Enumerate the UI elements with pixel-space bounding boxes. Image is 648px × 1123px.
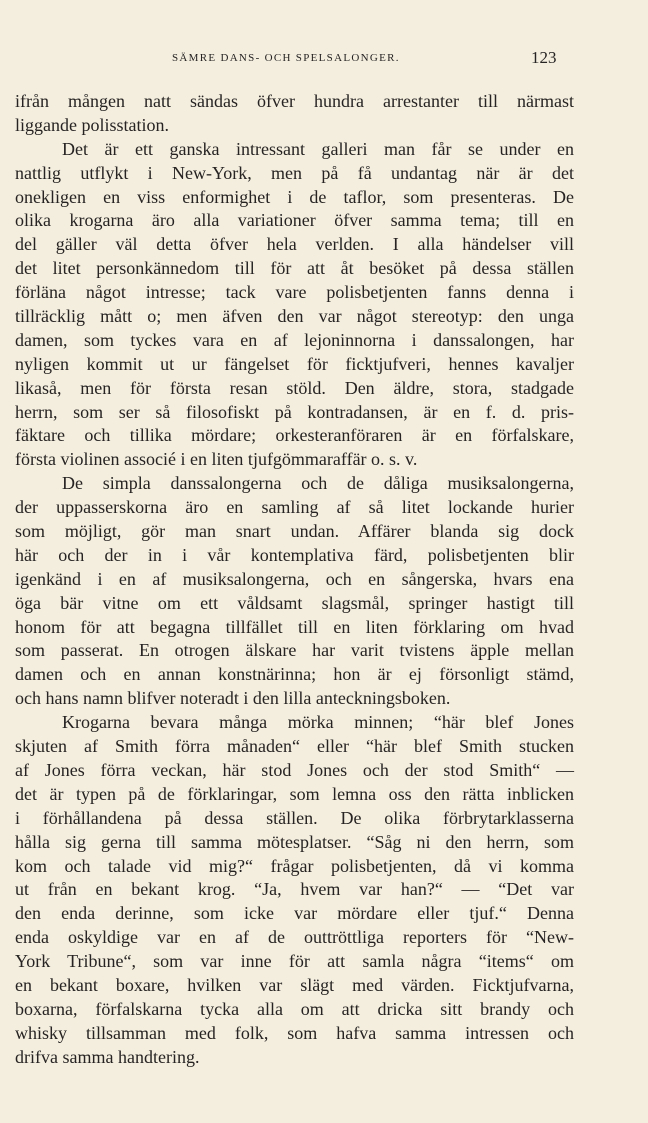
text-line: tillräcklig mått o; men äfven den var något stereotyp: den unga <box>15 306 574 327</box>
text-line: igenkänd i en af musiksalongerna, och en sångerska, hvars ena <box>15 568 574 589</box>
text-line: onekligen en viss enformighet i de taflor, som presenteras. De <box>15 186 574 207</box>
text-line: den enda derinne, som icke var mördare eller tjuf.“ Denna <box>15 903 574 924</box>
text-line: drifva samma handtering. <box>15 1046 200 1067</box>
text-line: första violinen associé i en liten tjufgömmaraffär o. s. v. <box>15 449 418 470</box>
text-line: hålla sig gerna till samma mötesplatser. “Såg ni den herrn, som <box>15 831 574 852</box>
body-text <box>15 90 574 1070</box>
text-line: honom för att begagna tillfället till en liten förklaring om hvad <box>15 616 574 637</box>
text-line: Det är ett ganska intressant galleri man får se under en <box>62 138 574 159</box>
text-line: liggande polisstation. <box>15 114 169 135</box>
text-line: der uppasserskorna äro en samling af så litet lockande hurier <box>15 497 574 518</box>
text-line: York Tribune“, som var inne för att samla några “items“ om <box>15 951 574 972</box>
text-line: herrn, som ser så filosofiskt på kontradansen, är en f. d. pris- <box>15 401 574 422</box>
text-line: fäktare och tillika mördare; orkesteranföraren är en förfalskare, <box>15 425 574 446</box>
text-line: förläna något intresse; tack vare polisbetjenten fanns denna i <box>15 282 574 303</box>
text-line: här och der in i vår kontemplativa färd, polisbetjenten blir <box>15 544 574 565</box>
text-line: likaså, men för första resan stöld. Den äldre, stora, stadgade <box>15 377 574 398</box>
running-head <box>0 48 648 72</box>
text-line: det litet personkännedom till för att åt besöket på dessa ställen <box>15 258 574 279</box>
text-line: kom och talade vid mig?“ frågar polisbetjenten, då vi komma <box>15 855 574 876</box>
text-line: öga bär vitne om ett våldsamt slagsmål, springer hastigt till <box>15 592 574 613</box>
text-line: del gäller väl detta öfver hela verlden. I alla händelser vill <box>15 234 574 255</box>
text-line: olika krogarna äro alla variationer öfver samma tema; till en <box>15 210 574 231</box>
text-line: whisky tillsamman med folk, som hafva samma intressen och <box>15 1022 574 1043</box>
text-line: det är typen på de förklaringar, som lemna oss den rätta inblicken <box>15 783 574 804</box>
text-line: ut från en bekant krog. “Ja, hvem var han?“ — “Det var <box>15 879 574 900</box>
text-line: nyligen kommit ut ur fängelset för ficktjufveri, hennes kavaljer <box>15 353 574 374</box>
text-line: och hans namn blifver noteradt i den lilla anteckningsboken. <box>15 688 451 709</box>
page-number: 123 <box>531 48 557 67</box>
text-line: i förhållandena på dessa ställen. De olika förbrytarklasserna <box>15 807 574 828</box>
text-line: en bekant boxare, hvilken var slägt med värden. Ficktjufvarna, <box>15 974 574 995</box>
running-title: SÄMRE DANS- OCH SPELSALONGER. <box>172 52 400 64</box>
text-line: damen och en annan konstnärinna; hon är ej försonligt stämd, <box>15 664 574 685</box>
text-line: ifrån mången natt sändas öfver hundra arrestanter till närmast <box>15 91 574 111</box>
text-line: enda oskyldige var en af de outtröttliga reporters för “New- <box>15 927 574 948</box>
text-line: De simpla danssalongerna och de dåliga musiksalongerna, <box>62 473 574 494</box>
text-line: Krogarna bevara många mörka minnen; “här blef Jones <box>62 712 574 733</box>
text-line: skjuten af Smith förra månaden“ eller “här blef Smith stucken <box>15 736 574 757</box>
text-line: damen, som tyckes vara en af lejoninnorna i danssalongen, har <box>15 329 574 350</box>
text-line: som passerat. En otrogen älskare har varit tvistens äpple mellan <box>15 640 574 661</box>
text-line: boxarna, förfalskarna tycka alla om att dricka sitt brandy och <box>15 998 574 1019</box>
text-line: af Jones förra veckan, här stod Jones och der stod Smith“ — <box>15 759 574 780</box>
text-line: som möjligt, gör man snart undan. Affärer blanda sig dock <box>15 521 574 542</box>
text-line: nattlig utflykt i New-York, men på få undantag när är det <box>15 162 574 183</box>
